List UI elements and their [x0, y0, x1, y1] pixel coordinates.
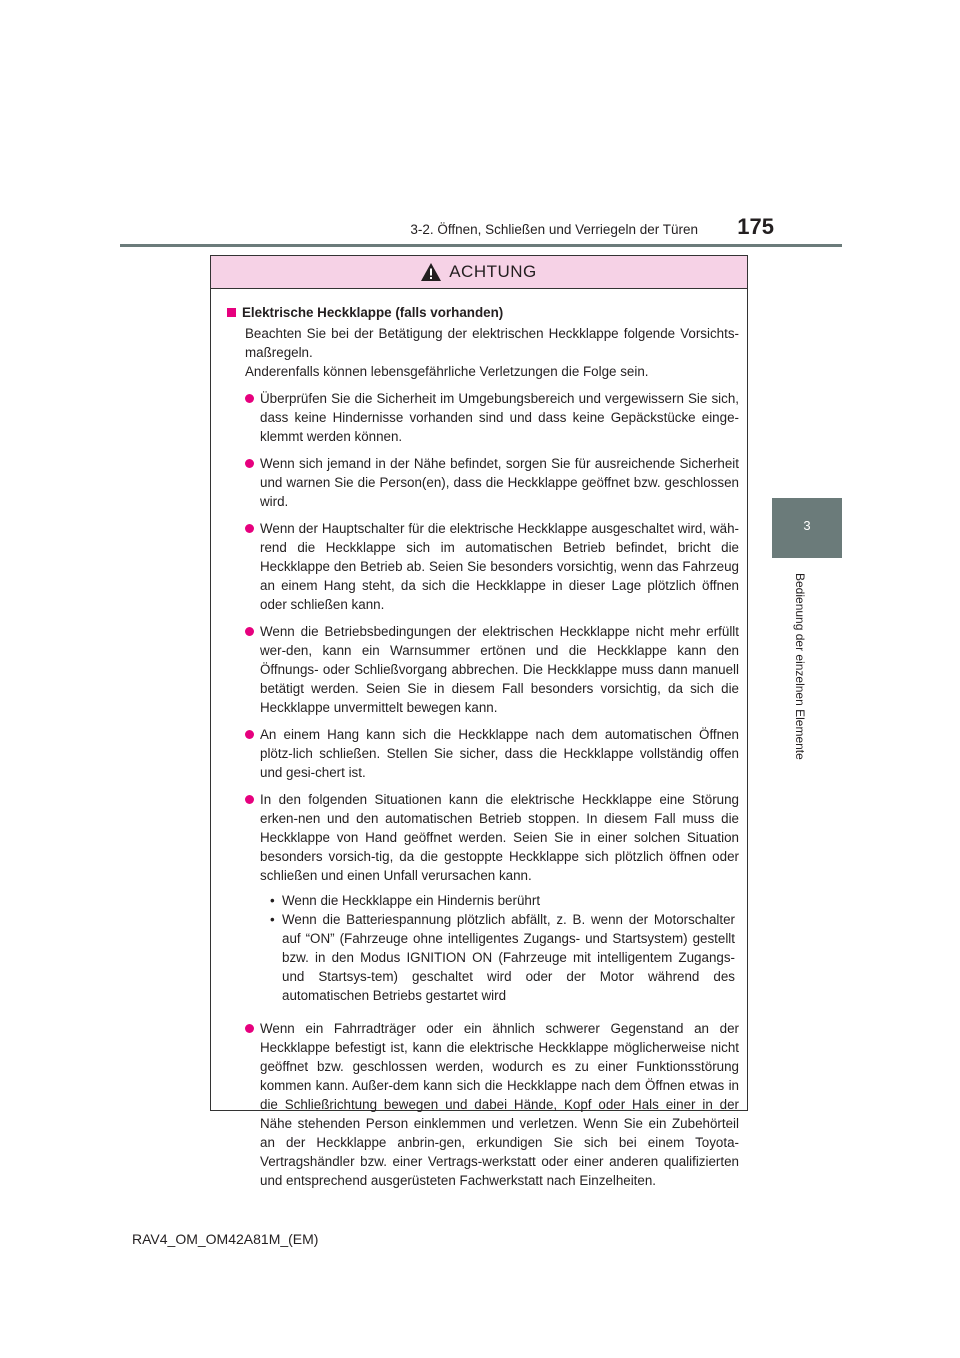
- warning-title: ACHTUNG: [449, 262, 537, 281]
- sub-list-item-text: Wenn die Batteriespannung plötzlich abfällt, z. B. wenn der Motorschalter auf “ON” (Fahrzeuge ohne intelligentes Zugangs- und Startsystem) gestellt bzw. in den Modus IGNITION ON (Fahrzeuge mit intelligentem Zugangs- und Startsys-tem) geschaltet wird oder der Motor während des automatischen Betriebs gestartet wird: [282, 912, 735, 1003]
- sub-list: [260, 891, 735, 1005]
- warning-triangle-icon: [421, 263, 441, 281]
- bullet-dot-icon: [245, 795, 254, 804]
- sub-bullet: •: [270, 912, 275, 927]
- document-code: RAV4_OM_OM42A81M_(EM): [132, 1231, 319, 1247]
- sub-list-item: [270, 910, 735, 1005]
- warning-body: [211, 289, 747, 1190]
- warning-subheading-text: Elektrische Heckklappe (falls vorhanden): [242, 305, 504, 320]
- list-item-text: Wenn sich jemand in der Nähe befindet, sorgen Sie für ausreichende Sicherheit und warnen Sie die Person(en), dass die Heckklappe geöffnet bzw. geschlossen wird.: [260, 456, 739, 509]
- list-item-content: [260, 790, 739, 1011]
- sub-bullet: •: [270, 893, 275, 908]
- bullet-dot-icon: [245, 524, 254, 533]
- list-item-text: An einem Hang kann sich die Heckklappe nach dem automatischen Öffnen plötz-lich schließen. Stellen Sie sicher, dass die Heckklappe vollständig offen und gesi-chert ist.: [260, 727, 739, 780]
- list-item: [245, 519, 739, 614]
- warning-intro-line: Beachten Sie bei der Betätigung der elektrischen Heckklappe folgende Vorsichts-maßregeln.: [245, 326, 739, 360]
- warning-header: [211, 256, 747, 289]
- list-item: [245, 725, 739, 782]
- list-item-text: In den folgenden Situationen kann die elektrische Heckklappe eine Störung erken-nen und den automatischen Betrieb stoppen. In diesem Fall muss die Heckklappe von Hand geöffnet werden. Seien Sie in einer solchen Situation besonders vorsich-tig, da die gestoppte Heckklappe sich plötzlich öffnen oder schließen und einen Unfall verursachen kann.: [260, 792, 739, 883]
- bullet-dot-icon: [245, 394, 254, 403]
- list-item-text: Wenn ein Fahrradträger oder ein ähnlich schwerer Gegenstand an der Heckklappe befestigt ist, kann die elektrische Heckklappe möglicherweise nicht geöffnet bzw. geschlossen werden, wodurch es zu einer Funktionsstörung kommen kann. Außer-dem kann sich die Heckklappe nach dem Öffnen etwas in die Schließrichtung bewegen und dabei Hände, Kopf oder Hals einer in der Nähe stehenden Person einklemmen und verletzen. Wenn Sie ein Zubehörteil an der Heckklappe anbrin-gen, erkundigen Sie sich bei einem Toyota-Vertragshändler bzw. einer Vertrags-werkstatt oder einer anderen qualifizierten und entsprechend ausgerüsteten Fachwerkstatt nach Einzelheiten.: [260, 1021, 739, 1188]
- bullet-dot-icon: [245, 459, 254, 468]
- list-item-text: Wenn die Betriebsbedingungen der elektrischen Heckklappe nicht mehr erfüllt wer-den, kann ein Warnsummer ertönen und die Heckklappe kann den Öffnungs- oder Schließvorgang abbrechen. Die Heckklappe muss dann manuell betätigt werden. Seien Sie in diesem Fall besonders vorsichtig, da sich die Heckklappe unvermittelt bewegen kann.: [260, 624, 739, 715]
- list-item-text: Wenn der Hauptschalter für die elektrische Heckklappe ausgeschaltet wird, wäh-rend die Heckklappe sich im automatischen Betrieb befindet, bricht die Heckklappe den Betrieb ab. Seien Sie besonders vorsichtig, wenn das Fahrzeug an einem Hang steht, da sich die Heckklappe in dieser Lage plötzlich öffnen oder schließen kann.: [260, 521, 739, 612]
- chapter-number: 3: [803, 518, 811, 533]
- bullet-dot-icon: [245, 627, 254, 636]
- list-item-text: Überprüfen Sie die Sicherheit im Umgebungsbereich und vergewissern Sie sich, dass keine Hindernisse vorhanden sind und dass keine Gepäckstücke einge-klemmt werden können.: [260, 391, 739, 444]
- chapter-label: Bedienung der einzelnen Elemente: [793, 573, 807, 760]
- list-item: [245, 1019, 739, 1190]
- bullet-dot-icon: [245, 730, 254, 739]
- warning-subheading: [227, 303, 739, 322]
- list-item: [245, 790, 739, 1011]
- square-bullet-icon: [227, 308, 236, 317]
- warning-box: [210, 255, 748, 1188]
- bullet-dot-icon: [245, 1024, 254, 1033]
- page-number: 175: [737, 214, 774, 239]
- sub-list-item: [270, 891, 735, 910]
- warning-intro: [245, 324, 739, 381]
- sub-list-item-text: Wenn die Heckklappe ein Hindernis berührt: [282, 893, 541, 908]
- list-item: [245, 622, 739, 717]
- chapter-tab: [772, 498, 842, 558]
- section-title: 3-2. Öffnen, Schließen und Verriegeln der Türen: [410, 222, 698, 237]
- list-item: [245, 389, 739, 446]
- list-item: [245, 454, 739, 511]
- warning-intro-line-2: Anderenfalls können lebensgefährliche Verletzungen die Folge sein.: [245, 364, 649, 379]
- header-rule: [120, 244, 842, 247]
